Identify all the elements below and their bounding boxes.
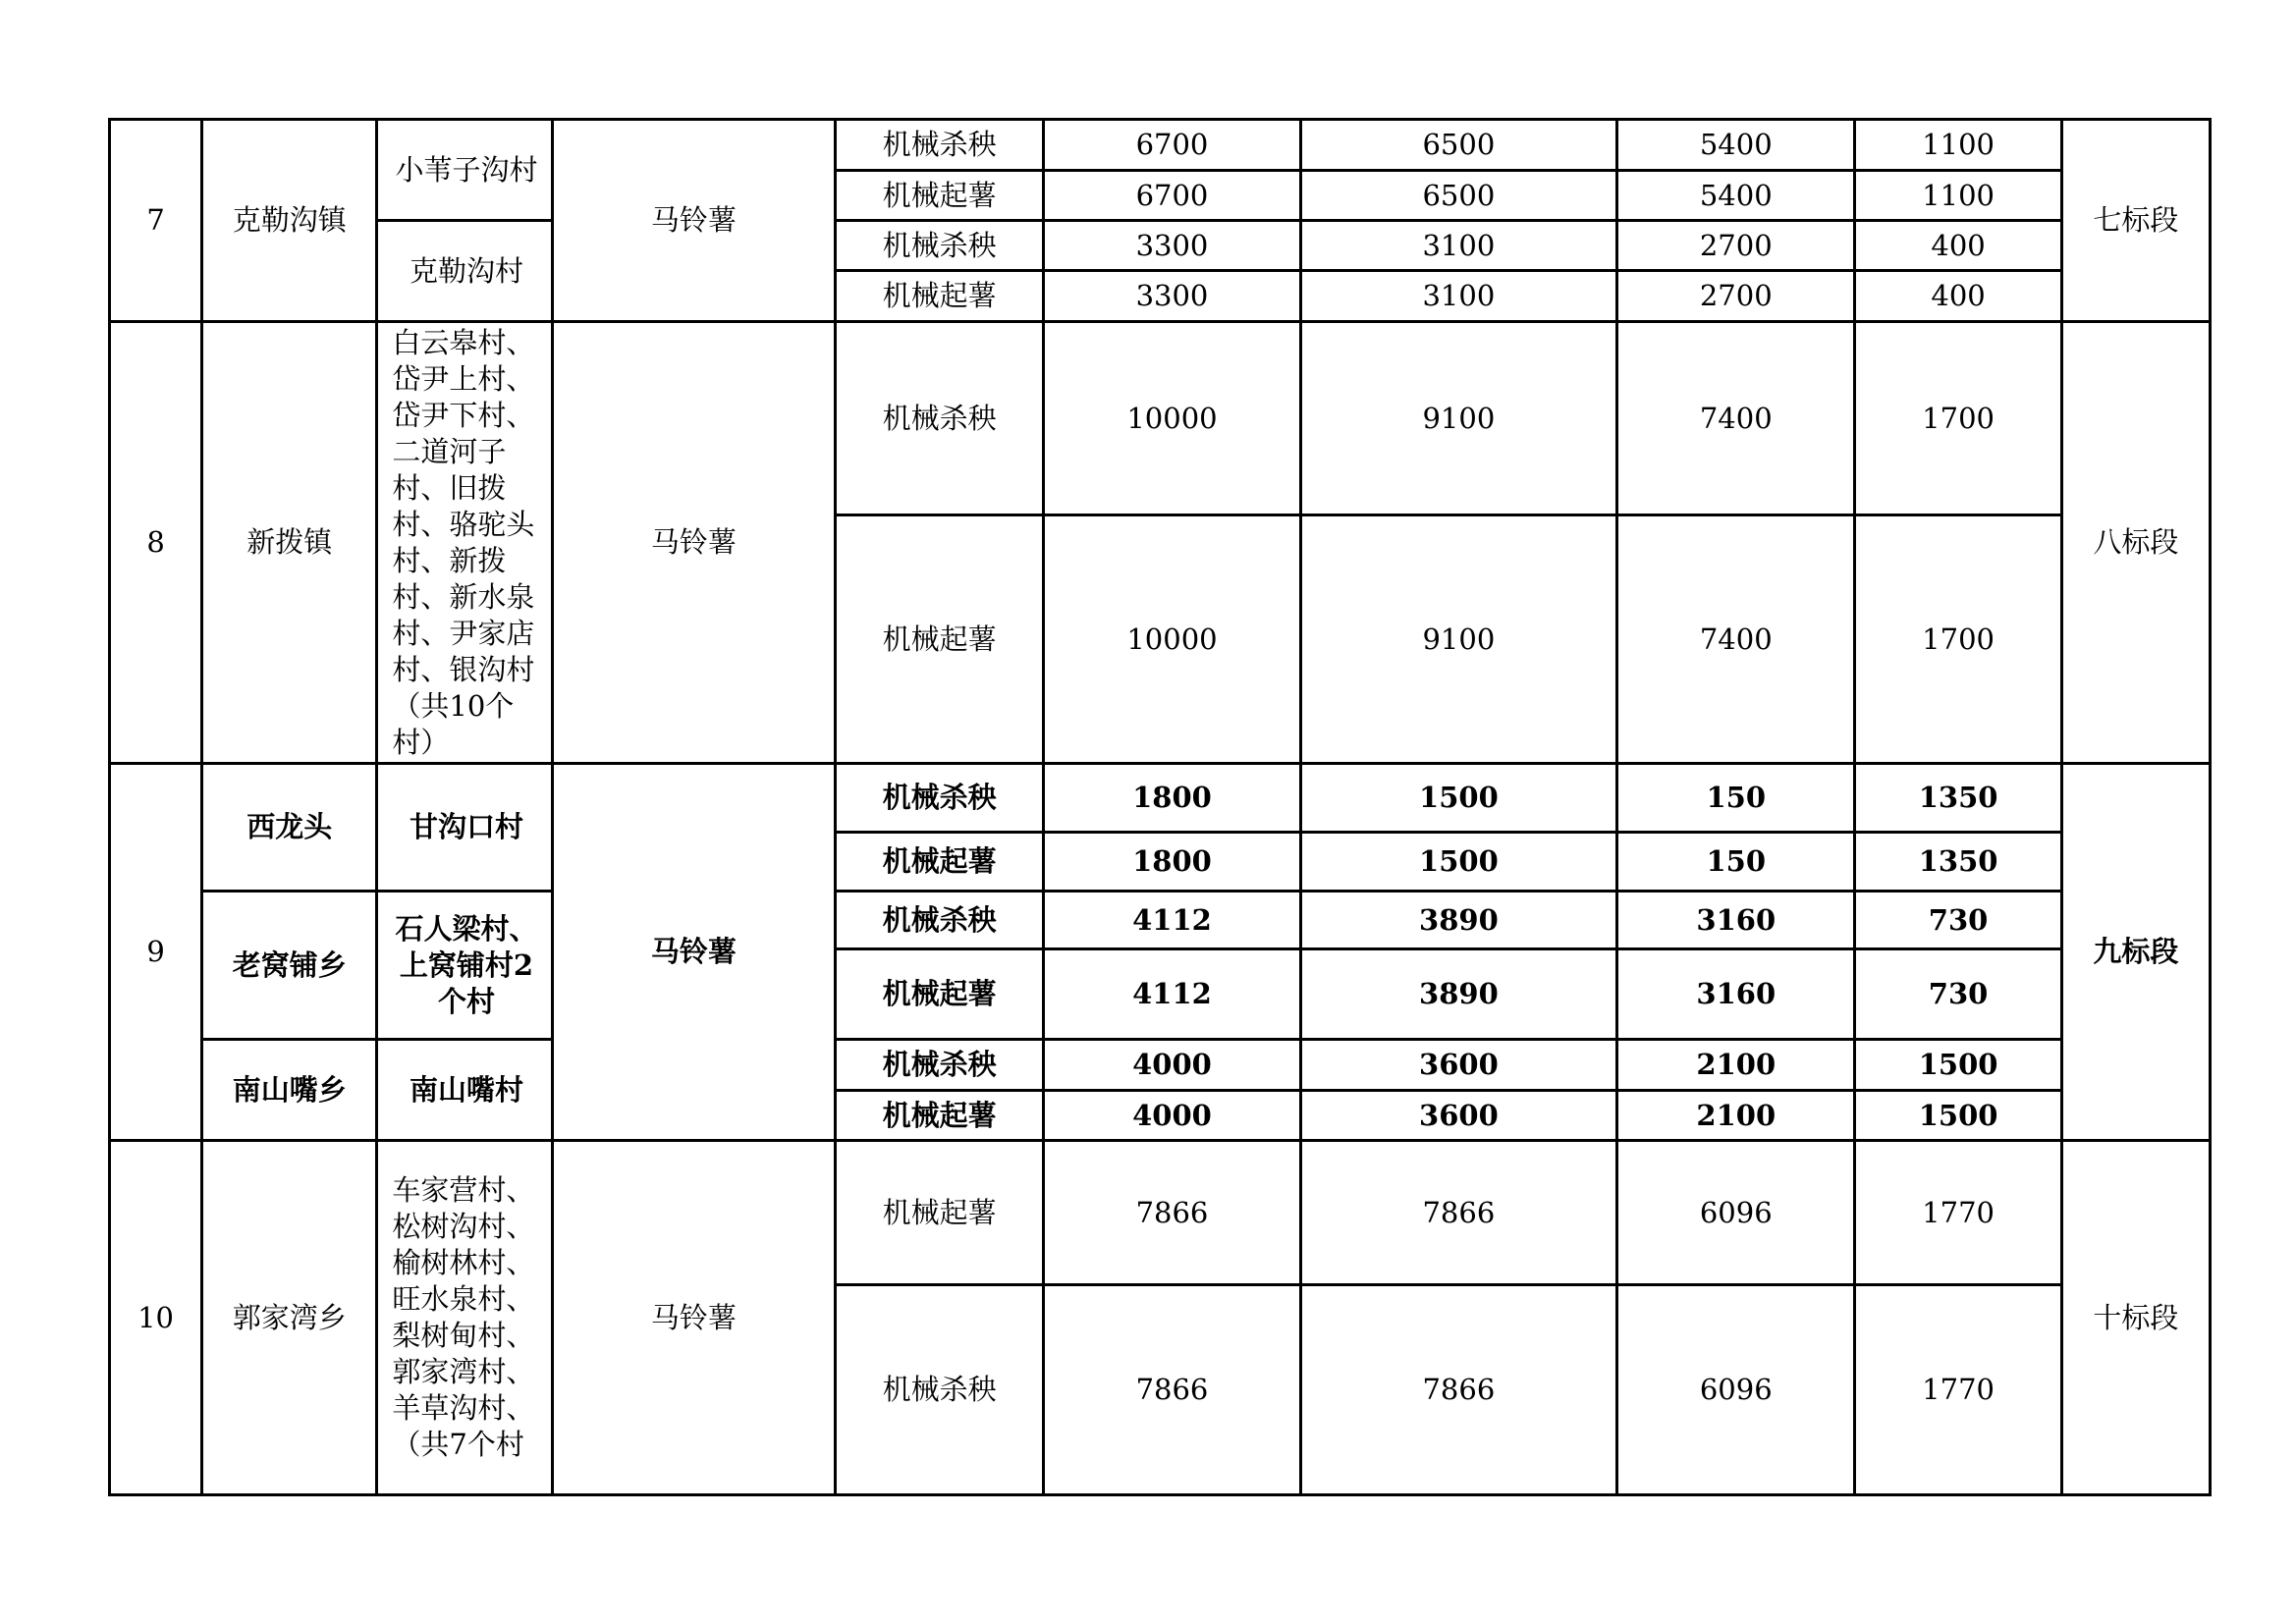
village-cell: 南山嘴村 [377,1040,552,1141]
value-cell: 1800 [1044,764,1300,833]
value-cell: 7866 [1300,1285,1616,1495]
operation-cell: 机械杀秧 [836,1040,1044,1091]
value-cell: 4112 [1044,892,1300,949]
operation-cell: 机械杀秧 [836,764,1044,833]
section-cell: 七标段 [2061,120,2210,322]
value-cell: 3160 [1617,949,1855,1040]
value-cell: 7400 [1617,515,1855,764]
value-cell: 1100 [1855,171,2061,221]
value-cell: 6096 [1617,1285,1855,1495]
section-cell: 九标段 [2061,764,2210,1141]
operation-cell: 机械杀秧 [836,322,1044,515]
value-cell: 3300 [1044,221,1300,271]
value-cell: 5400 [1617,120,1855,171]
value-cell: 2100 [1617,1040,1855,1091]
value-cell: 7400 [1617,322,1855,515]
value-cell: 1350 [1855,764,2061,833]
value-cell: 1700 [1855,322,2061,515]
value-cell: 6700 [1044,120,1300,171]
value-cell: 1800 [1044,833,1300,892]
row-number: 8 [110,322,202,764]
value-cell: 10000 [1044,515,1300,764]
value-cell: 4000 [1044,1091,1300,1141]
value-cell: 10000 [1044,322,1300,515]
value-cell: 1500 [1855,1091,2061,1141]
value-cell: 6096 [1617,1141,1855,1285]
value-cell: 7866 [1044,1141,1300,1285]
section-cell: 十标段 [2061,1141,2210,1495]
village-cell: 甘沟口村 [377,764,552,892]
value-cell: 9100 [1300,322,1616,515]
operation-cell: 机械起薯 [836,271,1044,322]
table-row [110,764,2211,833]
table-row [110,1040,2211,1091]
value-cell: 400 [1855,221,2061,271]
village-cell: 小苇子沟村 [377,120,552,221]
operation-cell: 机械杀秧 [836,892,1044,949]
table-row [110,322,2211,515]
town-cell: 新拨镇 [202,322,377,764]
town-cell: 南山嘴乡 [202,1040,377,1141]
operation-cell: 机械起薯 [836,171,1044,221]
subsidy-table [108,118,2212,1496]
value-cell: 7866 [1300,1141,1616,1285]
value-cell: 9100 [1300,515,1616,764]
table-row [110,892,2211,949]
value-cell: 4000 [1044,1040,1300,1091]
crop-cell: 马铃薯 [552,120,835,322]
value-cell: 2100 [1617,1091,1855,1141]
operation-cell: 机械起薯 [836,833,1044,892]
village-cell: 车家营村、松树沟村、榆树林村、旺水泉村、梨树甸村、郭家湾村、羊草沟村、（共7个村 [377,1141,552,1495]
operation-cell: 机械杀秧 [836,221,1044,271]
table-row [110,1141,2211,1285]
row-number: 9 [110,764,202,1141]
village-cell: 白云皋村、岱尹上村、岱尹下村、二道河子村、旧拨村、骆驼头村、新拨村、新水泉村、尹家店村、银沟村（共10个村） [377,322,552,764]
row-number: 7 [110,120,202,322]
town-cell: 老窝铺乡 [202,892,377,1040]
value-cell: 3890 [1300,949,1616,1040]
row-number: 10 [110,1141,202,1495]
village-cell: 克勒沟村 [377,221,552,322]
value-cell: 730 [1855,949,2061,1040]
crop-cell: 马铃薯 [552,322,835,764]
value-cell: 1350 [1855,833,2061,892]
value-cell: 3600 [1300,1040,1616,1091]
value-cell: 6500 [1300,171,1616,221]
value-cell: 3100 [1300,271,1616,322]
value-cell: 1100 [1855,120,2061,171]
value-cell: 3160 [1617,892,1855,949]
operation-cell: 机械起薯 [836,515,1044,764]
value-cell: 3600 [1300,1091,1616,1141]
value-cell: 3300 [1044,271,1300,322]
operation-cell: 机械起薯 [836,949,1044,1040]
value-cell: 400 [1855,271,2061,322]
value-cell: 1700 [1855,515,2061,764]
crop-cell: 马铃薯 [552,1141,835,1495]
value-cell: 2700 [1617,221,1855,271]
operation-cell: 机械起薯 [836,1141,1044,1285]
value-cell: 730 [1855,892,2061,949]
operation-cell: 机械杀秧 [836,1285,1044,1495]
town-cell: 克勒沟镇 [202,120,377,322]
value-cell: 150 [1617,833,1855,892]
section-cell: 八标段 [2061,322,2210,764]
value-cell: 1770 [1855,1285,2061,1495]
value-cell: 6500 [1300,120,1616,171]
village-cell: 石人梁村、上窝铺村2个村 [377,892,552,1040]
value-cell: 1770 [1855,1141,2061,1285]
crop-cell: 马铃薯 [552,764,835,1141]
value-cell: 6700 [1044,171,1300,221]
table-row [110,120,2211,171]
value-cell: 7866 [1044,1285,1300,1495]
table-row [110,221,2211,271]
value-cell: 3100 [1300,221,1616,271]
value-cell: 1500 [1855,1040,2061,1091]
operation-cell: 机械起薯 [836,1091,1044,1141]
town-cell: 西龙头 [202,764,377,892]
value-cell: 1500 [1300,764,1616,833]
town-cell: 郭家湾乡 [202,1141,377,1495]
value-cell: 1500 [1300,833,1616,892]
value-cell: 2700 [1617,271,1855,322]
value-cell: 5400 [1617,171,1855,221]
value-cell: 4112 [1044,949,1300,1040]
value-cell: 150 [1617,764,1855,833]
operation-cell: 机械杀秧 [836,120,1044,171]
value-cell: 3890 [1300,892,1616,949]
